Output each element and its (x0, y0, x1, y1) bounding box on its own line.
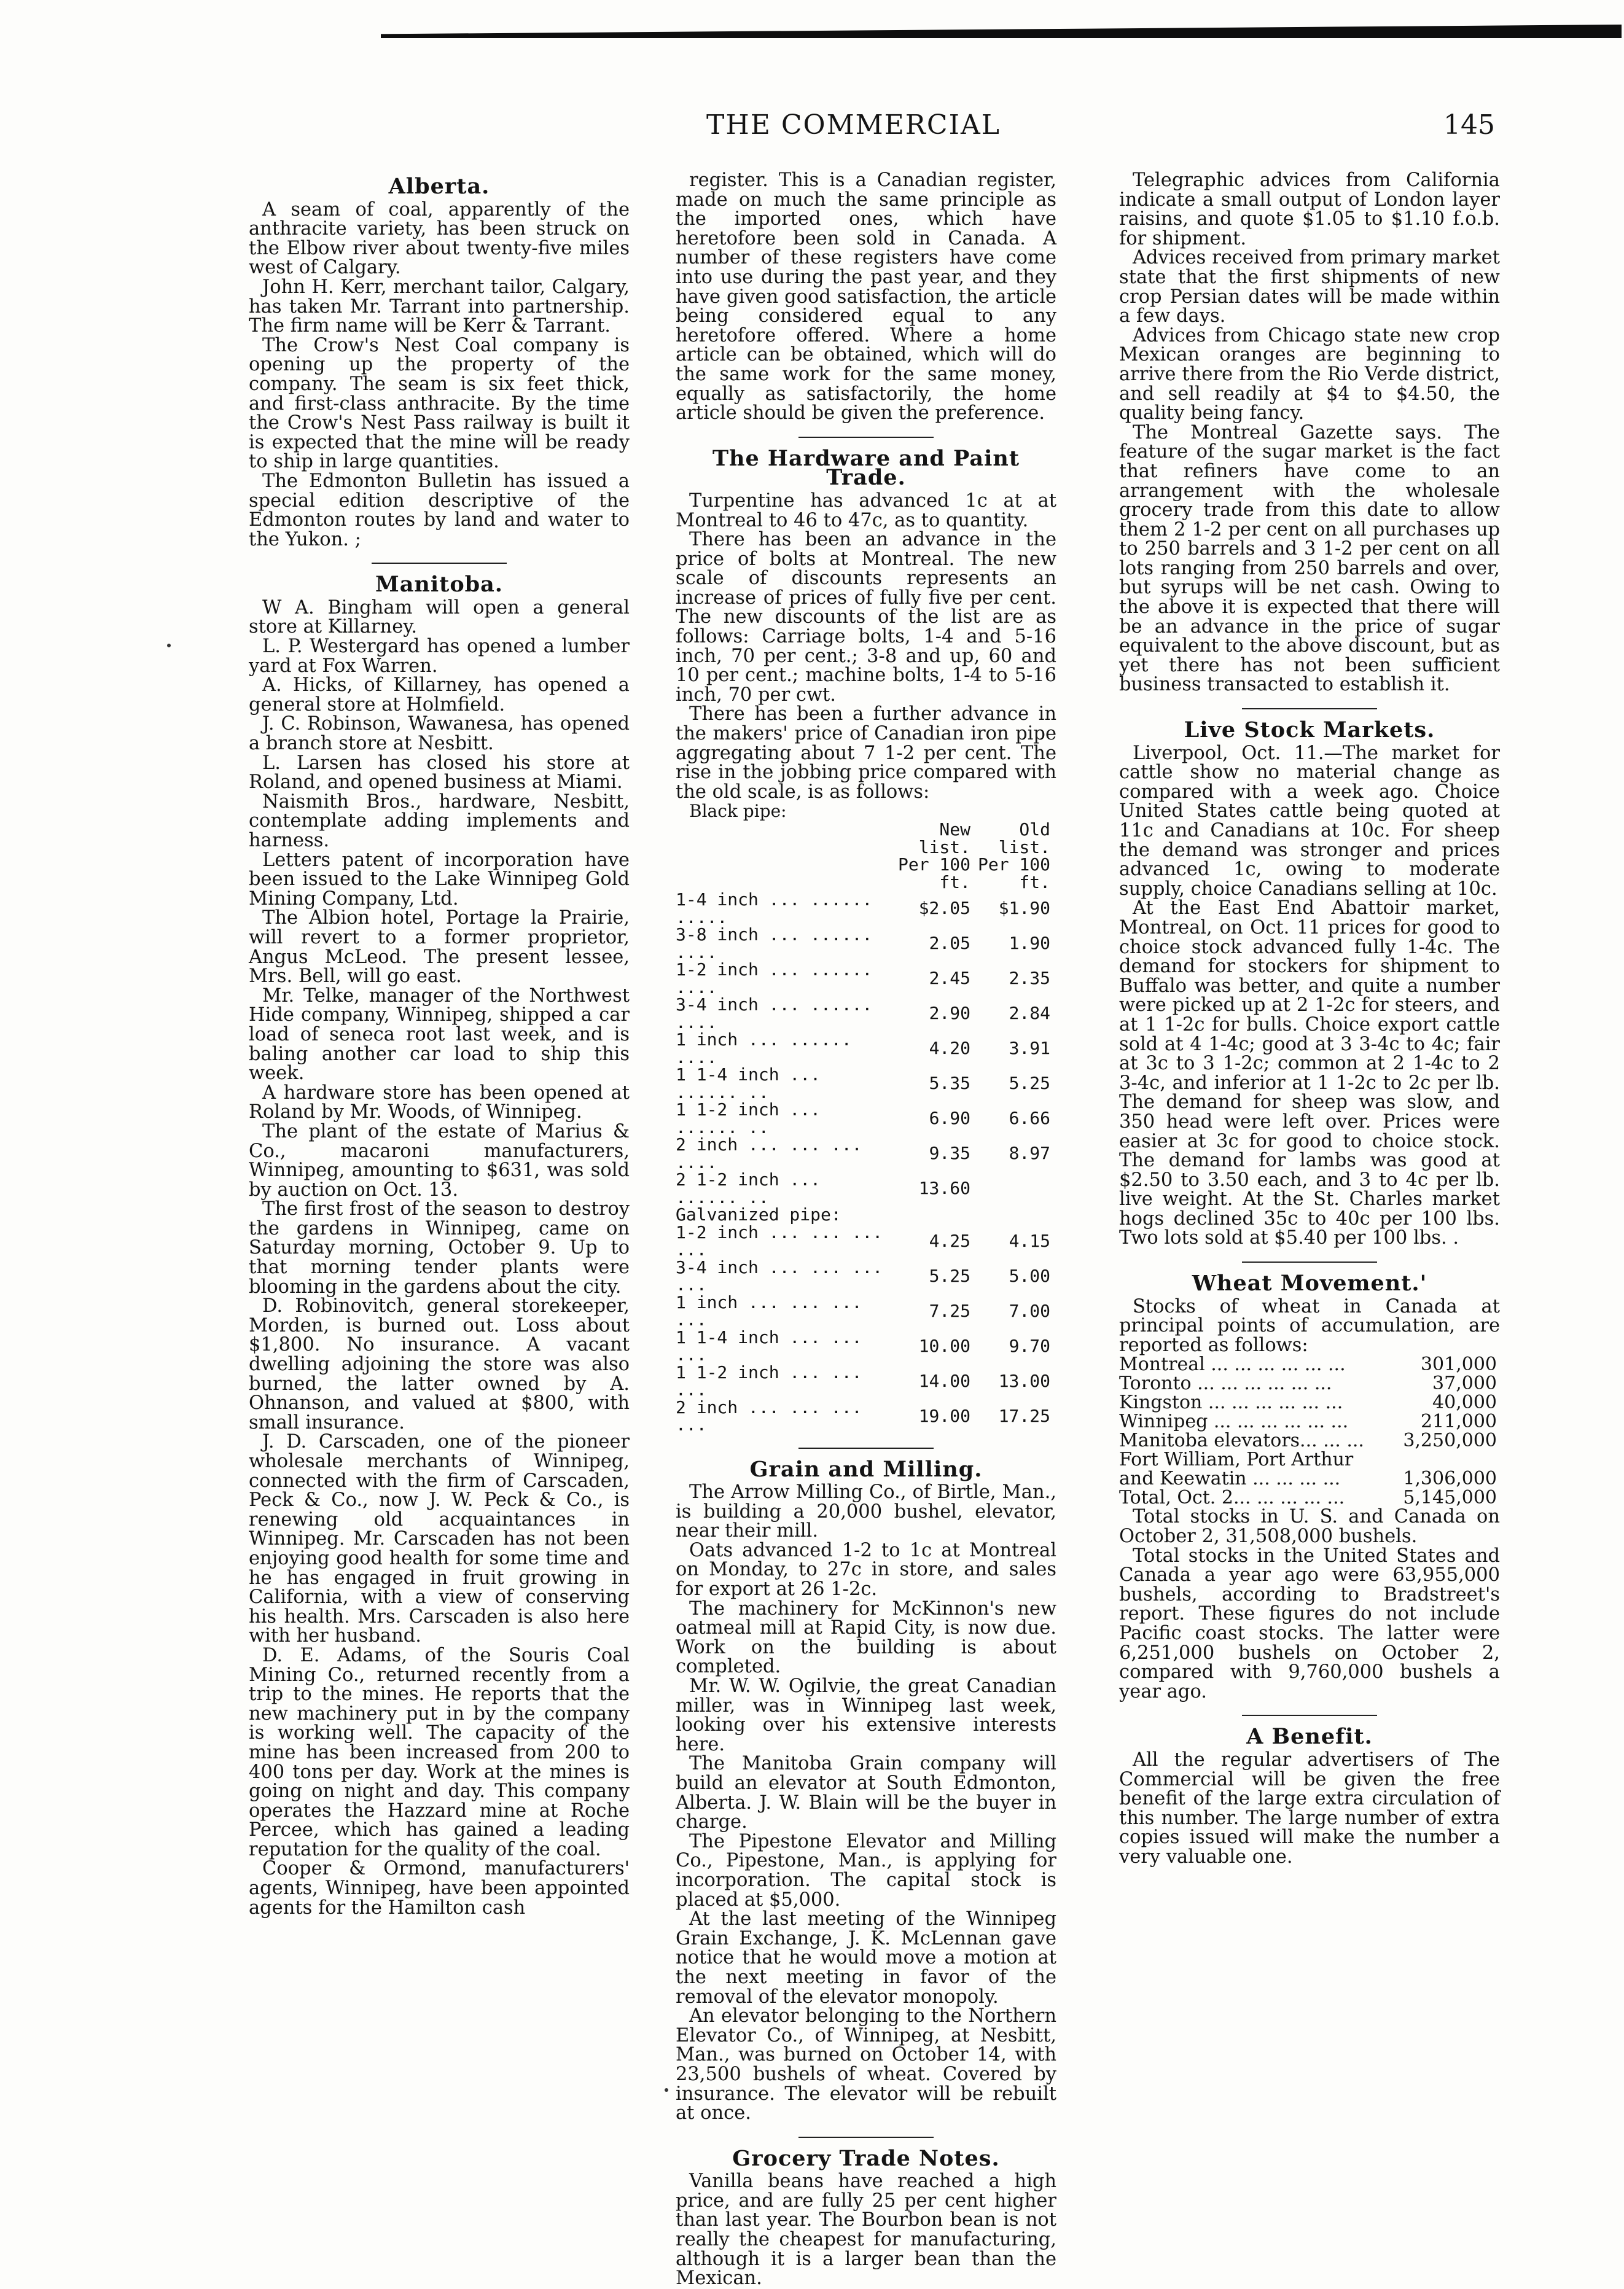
new-list-price: 5.25 (929, 1265, 970, 1286)
galvanized-label-row (676, 1206, 1050, 1224)
old-list-price: 8.97 (1009, 1143, 1050, 1164)
section-heading-grain: Grain and Milling. (749, 1456, 983, 1482)
pipe-size: 2 inch ... ... ... .... (676, 1134, 862, 1172)
stock-row (1119, 1374, 1497, 1393)
pipe-size: 3-4 inch ... ...... .... (676, 994, 873, 1032)
page-number: 145 (1443, 109, 1495, 141)
paragraph: Mr. W. W. Ogilvie, the great Canadian miller, was in Winnipeg last week, looking over his extensive interests here. (676, 1675, 1056, 1755)
wheat-total-label: Total, Oct. 2... ... ... ... ... (1119, 1487, 1345, 1509)
paragraph: Letters patent of incorporation have been issued to the Lake Winnipeg Gold Mining Company, Ltd. (249, 849, 630, 910)
paragraph: The Montreal Gazette says. The feature of the sugar market is the fact that refiners have come to an arrangement with the wholesale grocery trade from this date to allow them 2 1-2 per cent on all purchases up to 250 barrels and 3 1-2 per cent on all lots ranging from 250 barrels and over, but syrups will be net cash. Owing to the above it is expected that there will be an advance in the price of sugar equivalent to the above discount, but as yet there has not been sufficient business transacted to establish it. (1119, 421, 1500, 696)
wheat-intro: Stocks of wheat in Canada at principal points of accumulation, are reported as follows: (1119, 1295, 1500, 1356)
new-list-price: 4.25 (929, 1230, 970, 1251)
section-divider (798, 2137, 934, 2138)
new-list-price: 4.20 (929, 1038, 970, 1059)
paragraph: Turpentine has advanced 1c at at Montreal to 46 to 47c, as to quantity. (676, 489, 1056, 531)
price-table-subheader (676, 856, 1050, 891)
hardware-items (676, 491, 1056, 802)
livestock-items (1119, 744, 1500, 1248)
pipe-size: 2 inch ... ... ... ... (676, 1397, 862, 1435)
stock-place: Toronto ... ... ... ... ... ... (1119, 1373, 1332, 1395)
paragraph: The machinery for McKinnon's new oatmeal mill at Rapid City, is now due. Work on the building is about completed. (676, 1597, 1056, 1678)
paragraph: A seam of coal, apparently of the anthracite variety, has been struck on the Elbow river about twenty-five miles west of Calgary. (249, 198, 630, 279)
paragraph: There has been an advance in the price of bolts at Montreal. The new scale of discounts represents an increase of prices of fully five per cent. The new discounts of the list are as follows: Carriage bolts, 1-4 and 5-16 inch, 70 per cent.; 3-8 and up, 60 and 10 per cent.; machine bolts, 1-4 to 5-16 inch, 70 per cwt. (676, 529, 1056, 706)
paragraph: A. Hicks, of Killarney, has opened a general store at Holmfield. (249, 674, 630, 716)
paragraph: All the regular advertisers of The Commercial will be given the free benefit of the large extra circulation of this number. The large number of extra copies issued will make the number a very valuable one. (1119, 1749, 1500, 1868)
old-list-price: 7.00 (1009, 1300, 1050, 1321)
paragraph: John H. Kerr, merchant tailor, Calgary, has taken Mr. Tarrant into partnership. The firm name will be Kerr & Tarrant. (249, 276, 630, 337)
price-row (676, 1294, 1050, 1329)
paragraph: Cooper & Ormond, manufacturers' agents, Winnipeg, have been appointed agents for the Hamilton cash (249, 1858, 630, 1919)
section-divider (372, 563, 507, 564)
new-list-price: 2.90 (929, 1003, 970, 1024)
col-head-old: Old list. (998, 819, 1050, 857)
old-list-price: 2.84 (1009, 1003, 1050, 1024)
paragraph: Liverpool, Oct. 11.—The market for cattle show no material change as compared with a week ago. Choice United States cattle being quoted at 11c and Canadians at 10c. For sheep the demand was stronger and prices advanced 1c, owing to moderate supply, choice Canadians selling at 10c. (1119, 742, 1500, 900)
paragraph: The Edmonton Bulletin has issued a special edition descriptive of the Edmonton routes by land and water to the Yukon. ; (249, 470, 630, 550)
price-row (676, 996, 1050, 1031)
section-heading-benefit: A Benefit. (1246, 1724, 1373, 1750)
col-sub-old: Per 100 ft. (977, 854, 1050, 892)
paragraph: The Manitoba Grain company will build an elevator at South Edmonton, Alberta. J. W. Blain will be the buyer in charge. (676, 1753, 1056, 1833)
print-speck (167, 644, 171, 647)
wheat-total-row (1119, 1488, 1497, 1507)
grain-items (676, 1483, 1056, 2123)
paragraph: Total stocks in the United States and Canada a year ago were 63,955,000 bushels, according to Bradstreet's report. These figures do not include Pacific coast stocks. The latter were 6,251,000 bushels on October 2, compared with 9,760,000 bushels a year ago. (1119, 1545, 1500, 1702)
paragraph: Oats advanced 1-2 to 1c at Montreal on Monday, to 27c in store, and sales for export at 26 1-2c. (676, 1539, 1056, 1601)
paragraph: Mr. Telke, manager of the Northwest Hide company, Winnipeg, shipped a car load of seneca root last week, and is baling another car load to ship this week. (249, 985, 630, 1085)
price-row (676, 1101, 1050, 1136)
stock-value: 211,000 (1420, 1411, 1497, 1433)
publication-title: THE COMMERCIAL (706, 109, 1001, 141)
price-row (676, 1399, 1050, 1434)
manitoba-items (249, 598, 630, 1917)
old-list-price: $1.90 (998, 898, 1050, 919)
paragraph: There has been a further advance in the makers' price of Canadian iron pipe aggregating about 7 1-2 per cent. The rise in the jobbing price compared with the old scale, is as follows: (676, 703, 1056, 803)
paragraph: L. P. Westergard has opened a lumber yard at Fox Warren. (249, 636, 630, 677)
old-list-price: 5.25 (1009, 1073, 1050, 1094)
section-divider (798, 437, 934, 438)
section-heading-grocery: Grocery Trade Notes. (732, 2145, 1000, 2171)
old-list-price: 17.25 (998, 1405, 1050, 1426)
stock-row (1119, 1469, 1497, 1488)
masthead (0, 109, 1624, 152)
price-row (676, 1329, 1050, 1364)
price-row (676, 1224, 1050, 1259)
stock-place: Manitoba elevators... ... ... (1119, 1430, 1364, 1452)
paragraph: The first frost of the season to destroy the gardens in Winnipeg, came on Saturday morning, October 9. Up to that morning tender plants were blooming in the gardens about the city. (249, 1198, 630, 1298)
pipe-size: 1 1-2 inch ... ...... .. (676, 1099, 821, 1137)
paragraph: A hardware store has been opened at Roland by Mr. Woods, of Winnipeg. (249, 1082, 630, 1123)
col-head-new: New list. (918, 819, 970, 857)
stock-place: Kingston ... ... ... ... ... ... (1119, 1392, 1343, 1414)
price-row (676, 1031, 1050, 1066)
section-divider (798, 1448, 934, 1449)
price-table-header (676, 821, 1050, 856)
pipe-price-table (676, 821, 1050, 1434)
new-list-price: 7.25 (929, 1300, 970, 1321)
old-list-price: 6.66 (1009, 1108, 1050, 1129)
paragraph: Telegraphic advices from California indicate a small output of London layer raisins, and quote $1.05 to $1.10 f.o.b. for shipment. (1119, 170, 1500, 249)
pipe-size: 1 inch ... ... ... ... (676, 1292, 862, 1330)
old-list-price: 3.91 (1009, 1038, 1050, 1059)
pipe-size: 1-2 inch ... ...... .... (676, 959, 873, 997)
stock-value: 3,250,000 (1403, 1430, 1497, 1452)
section-divider (1242, 1715, 1377, 1716)
price-row (676, 1259, 1050, 1294)
new-list-price: 2.05 (929, 933, 970, 954)
section-heading-alberta: Alberta. (388, 174, 490, 199)
paragraph: Advices received from primary market state that the first shipments of new crop Persian dates will be made within a few days. (1119, 247, 1500, 327)
price-row (676, 891, 1050, 926)
wheat-stock-rows (1119, 1355, 1497, 1488)
paragraph: The plant of the estate of Marius & Co., macaroni manufacturers, Winnipeg, amounting to $631, was sold by auction on Oct. 13. (249, 1120, 630, 1201)
stock-place: Fort William, Port Arthur (1119, 1449, 1354, 1471)
paragraph: Advices from Chicago state new crop Mexican oranges are beginning to arrive there from the Rio Verde district, and sell readily at $4 to $4.50, the quality being fancy. (1119, 324, 1500, 424)
stock-row (1119, 1393, 1497, 1412)
new-list-price: 9.35 (929, 1143, 970, 1164)
paragraph: At the East End Abattoir market, Montreal, on Oct. 11 prices for good to choice stock advanced fully 1-4c. The demand for stockers for shipment to Buffalo was better, and quite a number were picked up at 2 1-2c for steers, and at 1 1-2c for bulls. Choice export cattle sold at 4 1-4c; good at 3 3-4c to 4c; fair at 3c to 3 1-2c; common at 2 1-4c to 2 3-4c, and inferior at 1 1-2c to 2c per lb. The demand for sheep was slow, and 350 head were left over. Prices were easier at 3c for good to choice stock. The demand for lambs was good at $2.50 to 3.50 each, and 3 to 4c per lb. live weight. At the St. Charles market hogs declined 35c to 40c per 100 lbs. Two lots sold at $5.40 per 100 lbs. . (1119, 897, 1500, 1249)
paragraph: The Albion hotel, Portage la Prairie, will revert to a former proprietor, Angus McLeod. The present lessee, Mrs. Bell, will go east. (249, 907, 630, 988)
stock-place: and Keewatin ... ... ... ... (1119, 1468, 1341, 1490)
old-list-price: 1.90 (1009, 933, 1050, 954)
new-list-price: 13.60 (918, 1178, 970, 1199)
paragraph: Total stocks in U. S. and Canada on October 2, 31,508,000 bushels. (1119, 1506, 1500, 1548)
continued-grocery-text (1119, 171, 1500, 695)
column-right (1119, 171, 1500, 1867)
section-heading-manitoba: Manitoba. (375, 572, 503, 598)
old-list-price (970, 1171, 1050, 1206)
new-list-price: 19.00 (918, 1405, 970, 1426)
stock-value: 301,000 (1420, 1354, 1497, 1376)
section-divider (1242, 708, 1377, 709)
pipe-size: 1 1-4 inch ... ...... .. (676, 1064, 821, 1102)
paragraph: An elevator belonging to the Northern Elevator Co., of Winnipeg, at Nesbitt, Man., was burned on October 14, with 23,500 bushels of wheat. Covered by insurance. The elevator will be rebuilt at once. (676, 2005, 1056, 2124)
new-list-price: 2.45 (929, 968, 970, 989)
new-list-price: 5.35 (929, 1073, 970, 1094)
stock-place: Montreal ... ... ... ... ... ... (1119, 1354, 1346, 1376)
paragraph: W A. Bingham will open a general store at Killarney. (249, 596, 630, 638)
old-list-price: 13.00 (998, 1370, 1050, 1391)
paragraph: L. Larsen has closed his store at Roland, and opened business at Miami. (249, 752, 630, 794)
pipe-size: 1 inch ... ...... .... (676, 1029, 852, 1067)
section-divider (1242, 1261, 1377, 1263)
galvanized-pipe-label: Galvanized pipe: (676, 1204, 841, 1225)
stock-value: 40,000 (1432, 1392, 1497, 1414)
column-left (249, 171, 630, 1917)
stock-value: 37,000 (1432, 1373, 1497, 1395)
price-row (676, 961, 1050, 996)
paragraph: J. C. Robinson, Wawanesa, has opened a branch store at Nesbitt. (249, 713, 630, 755)
new-list-price: 10.00 (918, 1335, 970, 1356)
black-pipe-rows (676, 891, 1050, 1206)
old-list-price: 2.35 (1009, 968, 1050, 989)
old-list-price: 5.00 (1009, 1265, 1050, 1286)
benefit-items (1119, 1750, 1500, 1867)
paragraph: register. This is a Canadian register, made on much the same principle as the imported ones, which have heretofore been sold in Canada. A number of these registers have come into use during the past year, and they have given good satisfaction, the article being considered equal to any heretofore offered. Where a home article can be obtained, which will do the same work for the same money, equally as satisfactorily, the home article should be given the preference. (676, 170, 1056, 424)
price-row (676, 1171, 1050, 1206)
stock-value: 1,306,000 (1403, 1468, 1497, 1490)
paragraph: D. Robinovitch, general storekeeper, Morden, is burned out. Loss about $1,800. No insurance. A vacant dwelling adjoining the store was also burned, the latter owned by A. Ohnanson, and valued at $800, with small insurance. (249, 1295, 630, 1433)
galvanized-pipe-rows (676, 1224, 1050, 1434)
continued-text (676, 171, 1056, 423)
new-list-price: 14.00 (918, 1370, 970, 1391)
price-row (676, 1364, 1050, 1399)
section-heading-wheat: Wheat Movement.' (1192, 1271, 1427, 1297)
wheat-total-value: 5,145,000 (1403, 1487, 1497, 1509)
price-row (676, 926, 1050, 961)
pipe-size: 1 1-4 inch ... ... ... (676, 1327, 862, 1365)
wheat-items (1119, 1507, 1500, 1701)
paragraph: At the last meeting of the Winnipeg Grain Exchange, J. K. McLennan gave notice that he would move a motion at the next meeting in favor of the removal of the elevator monopoly. (676, 1908, 1056, 2008)
alberta-items (249, 200, 630, 550)
section-heading-livestock: Live Stock Markets. (1184, 717, 1435, 743)
wheat-stocks-table (1119, 1355, 1497, 1507)
new-list-price: $2.05 (918, 898, 970, 919)
stock-value (1392, 1450, 1497, 1469)
stock-row (1119, 1431, 1497, 1450)
black-pipe-label: Black pipe: (689, 801, 787, 822)
old-list-price: 9.70 (1009, 1335, 1050, 1356)
pipe-size: 3-4 inch ... ... ... ... (676, 1257, 883, 1295)
pipe-size: 2 1-2 inch ... ...... .. (676, 1169, 821, 1207)
pipe-size: 3-8 inch ... ...... .... (676, 924, 873, 962)
stock-row (1119, 1355, 1497, 1374)
grocery-items (676, 2172, 1056, 2288)
paragraph: Vanilla beans have reached a high price, and are fully 25 per cent higher than last year. The Bourbon bean is not really the cheapest for manufacturing, although it is a larger bean than the Mexican. (676, 2170, 1056, 2289)
stock-row (1119, 1450, 1497, 1469)
price-row (676, 1136, 1050, 1171)
stock-place: Winnipeg ... ... ... ... ... ... (1119, 1411, 1349, 1433)
pipe-size: 1-4 inch ... ...... ..... (676, 889, 873, 927)
top-printed-rule (381, 25, 1622, 38)
new-list-price: 6.90 (929, 1108, 970, 1129)
old-list-price: 4.15 (1009, 1230, 1050, 1251)
col-sub-new: Per 100 ft. (897, 854, 970, 892)
paragraph: The Arrow Milling Co., of Birtle, Man., is building a 20,000 bushel, elevator, near their mill. (676, 1481, 1056, 1542)
pipe-size: 1 1-2 inch ... ... ... (676, 1362, 862, 1400)
print-speck (665, 2088, 668, 2092)
stock-row (1119, 1412, 1497, 1431)
price-row (676, 1066, 1050, 1101)
pipe-size: 1-2 inch ... ... ... ... (676, 1222, 883, 1260)
column-middle (676, 171, 1056, 2288)
paragraph: Naismith Bros., hardware, Nesbitt, contemplate adding implements and harness. (249, 790, 630, 851)
paragraph: D. E. Adams, of the Souris Coal Mining Co., returned recently from a trip to the mines. He reports that the new machinery put in by the company is working well. The capacity of the mine has been increased from 200 to 400 tons per day. Work at the mines is going on night and day. This company operates the Hazzard mine at Roche Percee, which has gained a leading reputation for the quality of the coal. (249, 1644, 630, 1860)
section-heading-hardware: The Hardware and Paint Trade. (712, 445, 1020, 491)
paragraph: J. D. Carscaden, one of the pioneer wholesale merchants of Winnipeg, connected with the firm of Carscaden, Peck & Co., now J. W. Peck & Co., is renewing old acquaintances in Winnipeg. Mr. Carscaden has not been enjoying good health for some time and he has engaged in fruit growing in California, with a view of conserving his health. Mrs. Carscaden is also here with her husband. (249, 1431, 630, 1647)
paragraph: The Pipestone Elevator and Milling Co., Pipestone, Man., is applying for incorporation. The capital stock is placed at $5,000. (676, 1830, 1056, 1911)
paragraph: The Crow's Nest Coal company is opening up the property of the company. The seam is six feet thick, and first-class anthracite. By the time the Crow's Nest Pass railway is built it is expected that the mine will be ready to ship in large quantities. (249, 334, 630, 473)
